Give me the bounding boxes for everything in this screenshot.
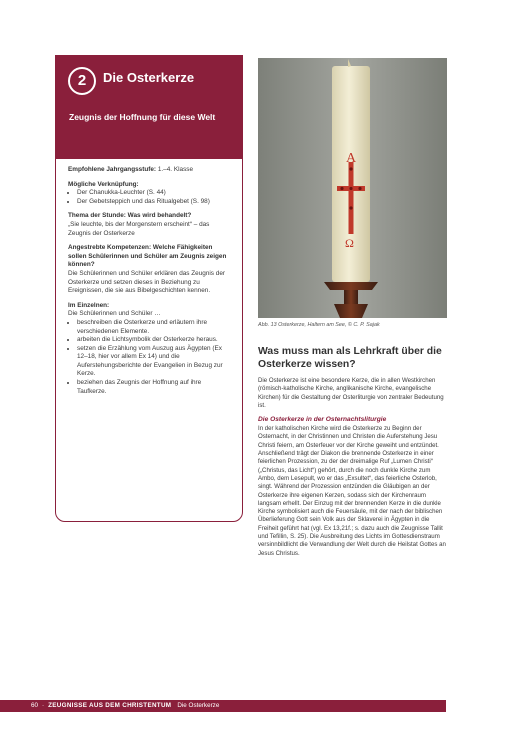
footer-bar — [0, 700, 446, 712]
article-body: In der katholischen Kirche wird die Osterkerze zu Beginn der Osternacht, in der Christinnen und Christen die Auferstehung Jesu Christi feiern, am Osterfeuer vor der Kirche geweiht und entzündet. Anschließend trägt der Diakon die brennende Osterkerze in einer feierlichen Prozession, zu der der dreimalige Ruf „Lumen Christi“ („Christus, das Licht“) gehört, durch die noch dunkle Kirche zum Ambo, dem Lesepult, wo er das „Exsultet“, das feierliche Osterlob, singt. Während der Prozession entzünden die Gläubigen an der Osterkerze ihre eigenen Kerzen, sodass sich der Kirchenraum langsam erhellt. Der Einzug mit der brennenden Kerze in die dunkle Kirche symbolisiert auch die Feuersäule, mit der nach der biblischen Überlieferung Gott sein Volk aus der Sklaverei in Ägypten in die Freiheit geführt hat (vgl. Ex 13,21f.; s. dazu auch die Zeugnisse Tallit und Tefillin, S. 25). Die Ausbreitung des Lichts im Gottesdienstraum versinnbildlicht die Verwandlung der Welt durch die Heilstat Gottes an Jesus Christus. — [258, 425, 446, 557]
incense-grain — [349, 187, 352, 190]
chapter-number-badge: 2 — [68, 67, 96, 95]
list-item: • beziehen das Zeugnis der Hoffnung auf ihre Taufkerze. — [77, 379, 232, 396]
photo-caption — [258, 322, 380, 328]
section-heading: Thema der Stunde: Was wird behandelt? — [68, 212, 192, 220]
section-heading: Empfohlene Jahrgangsstufe: — [68, 166, 157, 173]
incense-grain — [349, 167, 352, 170]
article-intro: Die Osterkerze ist eine besondere Kerze, die in allen Westkirchen (römisch-katholische Kirche, anglikanische Kirche, evangelische Kirchen) für die Gestaltung der Osterliturgie von zentraler Bedeutung ist. — [258, 377, 444, 409]
omega-symbol: Ω — [345, 236, 354, 250]
section-links — [68, 181, 232, 207]
footer-series-title: ZEUGNISSE AUS DEM CHRISTENTUM — [48, 702, 172, 709]
candle-illustration — [258, 58, 447, 318]
incense-grain — [340, 187, 343, 190]
section-heading: Angestrebte Kompetenzen: Welche Fähigkeiten sollen Schülerinnen und Schüler am Zeugnis zeigen können? — [68, 244, 227, 269]
article-column — [258, 346, 447, 564]
candle-stand-top — [324, 282, 378, 290]
section-heading: Im Einzelnen: — [68, 301, 110, 309]
section-text: Die Schülerinnen und Schüler … — [68, 310, 161, 318]
incense-grain — [349, 206, 352, 209]
links-list — [68, 189, 232, 206]
section-competencies — [68, 244, 232, 296]
article-title: Was muss man als Lehrkraft über die Osterkerze wissen? — [258, 346, 442, 370]
info-box-header — [56, 56, 242, 159]
cross-vertical — [349, 162, 354, 234]
section-inline-text: 1.–4. Klasse — [156, 166, 194, 173]
list-item: • setzen die Erzählung vom Auszug aus Ägypten (Ex 12–18, hier vor allem Ex 14) und die Auferstehungsberichte der Evangelien in Bezug zur Kerze. — [77, 345, 232, 379]
caption-label: Abb. 13 — [258, 322, 277, 328]
info-box-body — [56, 159, 242, 396]
chapter-title: Die Osterkerze — [103, 70, 195, 85]
candle-stand-base — [334, 304, 368, 318]
list-item: • beschreiben die Osterkerze und erläutern ihre verschiedenen Elemente. — [77, 319, 232, 336]
section-topic — [68, 212, 232, 238]
article-subheading: Die Osterkerze in der Osternachtsliturgie — [258, 416, 387, 424]
footer-separator: · — [42, 702, 45, 709]
section-grade — [68, 166, 232, 175]
footer-chapter-title: Die Osterkerze — [177, 702, 220, 709]
list-item: • Der Chanukka-Leuchter (S. 44) — [77, 189, 232, 198]
candle-stand-neck — [344, 290, 358, 304]
info-box — [55, 55, 243, 522]
easter-candle-photo — [258, 58, 447, 318]
incense-grain — [358, 187, 361, 190]
list-item: • arbeiten die Lichtsymbolik der Osterkerze heraus. — [77, 336, 232, 345]
section-heading: Mögliche Verknüpfung: — [68, 180, 139, 188]
alpha-symbol: A — [346, 151, 357, 166]
chapter-subtitle: Zeugnis der Hoffnung für diese Welt — [69, 112, 216, 122]
section-text: „Sie leuchte, bis der Morgenstern erscheint“ – das Zeugnis der Osterkerze — [68, 220, 210, 237]
section-text: Die Schülerinnen und Schüler erklären das Zeugnis der Osterkerze und setzen dieses in Beziehung zu Ereignissen, die sie aus Bibelgeschichten kennen. — [68, 269, 226, 295]
page-number: 60 — [31, 702, 39, 709]
section-details — [68, 302, 232, 397]
list-item: • Der Gebetsteppich und das Ritualgebet (S. 98) — [77, 198, 232, 207]
caption-text: Osterkerze, Haltern am See, © C. P. Sajak — [276, 322, 380, 328]
details-list — [68, 319, 232, 396]
